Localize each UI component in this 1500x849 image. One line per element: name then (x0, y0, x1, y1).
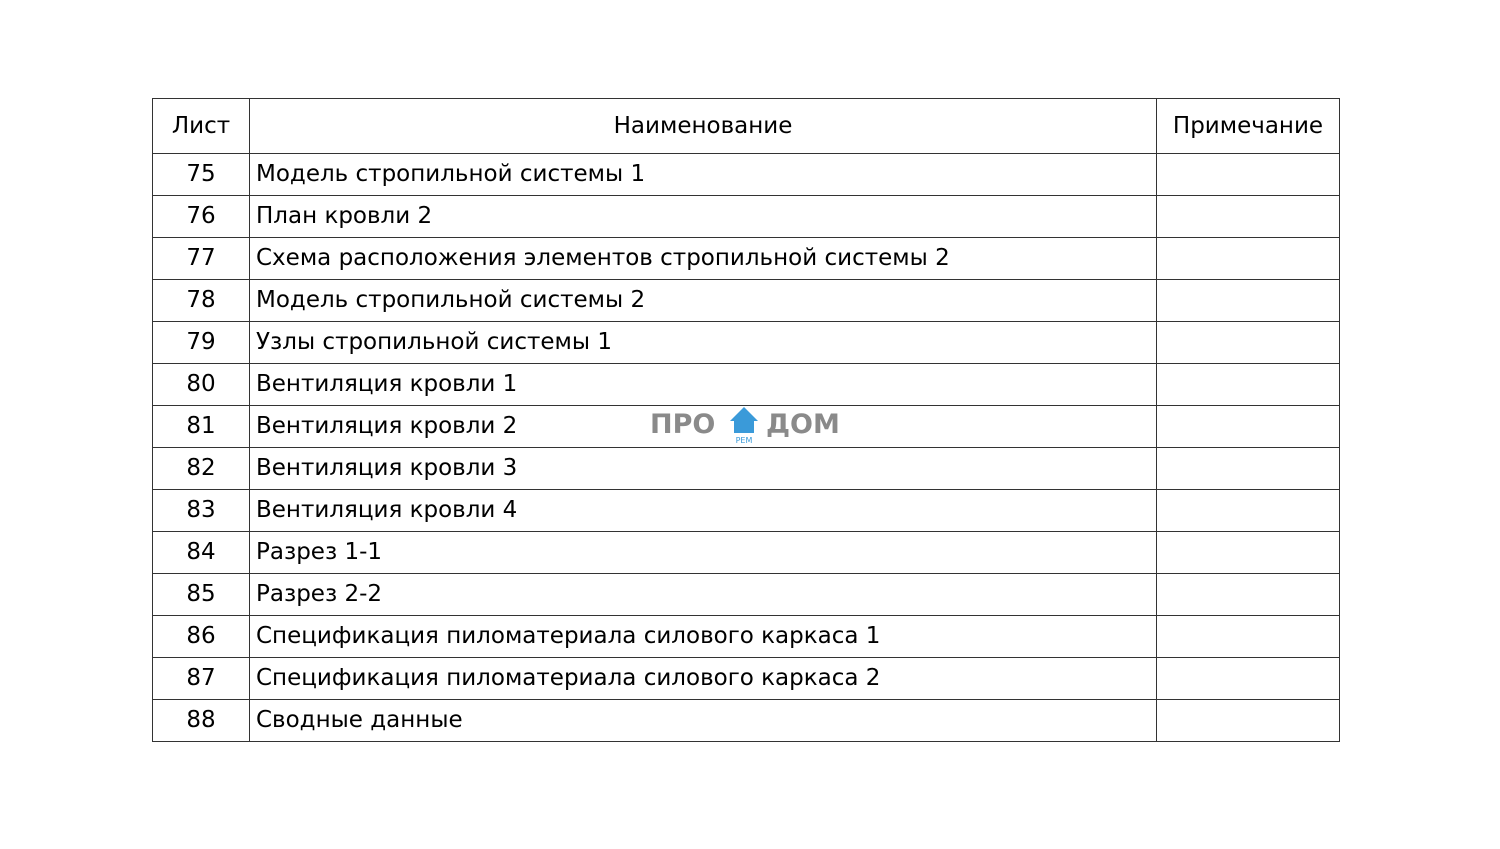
sheet-note-cell (1157, 490, 1340, 532)
sheet-note-cell (1157, 364, 1340, 406)
sheet-name-cell: Модель стропильной системы 1 (250, 154, 1157, 196)
sheet-name-cell: Схема расположения элементов стропильной системы 2 (250, 238, 1157, 280)
sheet-note-cell (1157, 700, 1340, 742)
sheet-number-cell: 76 (153, 196, 250, 238)
sheet-number-cell: 86 (153, 616, 250, 658)
sheet-name-cell: Узлы стропильной системы 1 (250, 322, 1157, 364)
sheet-number-cell: 81 (153, 406, 250, 448)
sheet-note-cell (1157, 532, 1340, 574)
sheet-name-cell: Вентиляция кровли 1 (250, 364, 1157, 406)
sheet-number-cell: 80 (153, 364, 250, 406)
sheet-note-cell (1157, 154, 1340, 196)
watermark-right-text: ДОМ (766, 409, 840, 440)
table-body (153, 154, 1340, 742)
sheet-number-cell: 79 (153, 322, 250, 364)
sheet-list-table (152, 98, 1340, 742)
sheet-name-cell: Вентиляция кровли 3 (250, 448, 1157, 490)
watermark-small-text: РЕМ (735, 436, 753, 445)
header-note: Примечание (1157, 99, 1340, 154)
table-row (153, 574, 1340, 616)
table-row (153, 280, 1340, 322)
table-row (153, 532, 1340, 574)
sheet-note-cell (1157, 616, 1340, 658)
sheet-number-cell: 88 (153, 700, 250, 742)
sheet-note-cell (1157, 406, 1340, 448)
sheet-number-cell: 87 (153, 658, 250, 700)
header-name: Наименование (250, 99, 1157, 154)
sheet-number-cell: 77 (153, 238, 250, 280)
sheet-note-cell (1157, 322, 1340, 364)
sheet-name-cell: Спецификация пиломатериала силового каркаса 2 (250, 658, 1157, 700)
table-row (153, 406, 1340, 448)
table-row (153, 322, 1340, 364)
sheet-number-cell: 75 (153, 154, 250, 196)
table-header-row (153, 99, 1340, 154)
table-row (153, 238, 1340, 280)
sheet-name-cell: Вентиляция кровли 4 (250, 490, 1157, 532)
sheet-number-cell: 85 (153, 574, 250, 616)
watermark-left-text: ПРО (650, 409, 716, 440)
table-row (153, 196, 1340, 238)
sheet-note-cell (1157, 280, 1340, 322)
sheet-name-cell: План кровли 2 (250, 196, 1157, 238)
sheet-number-cell: 78 (153, 280, 250, 322)
sheet-name-cell: Разрез 2-2 (250, 574, 1157, 616)
table-row (153, 448, 1340, 490)
sheet-note-cell (1157, 658, 1340, 700)
header-sheet-number: Лист (153, 99, 250, 154)
sheet-name-cell: Модель стропильной системы 2 (250, 280, 1157, 322)
sheet-note-cell (1157, 448, 1340, 490)
sheet-name-cell: Спецификация пиломатериала силового каркаса 1 (250, 616, 1157, 658)
table-row (153, 490, 1340, 532)
sheet-number-cell: 84 (153, 532, 250, 574)
table-row (153, 616, 1340, 658)
table-row (153, 700, 1340, 742)
sheet-number-cell: 83 (153, 490, 250, 532)
sheet-note-cell (1157, 574, 1340, 616)
table-row (153, 364, 1340, 406)
sheet-note-cell (1157, 238, 1340, 280)
sheet-note-cell (1157, 196, 1340, 238)
sheet-name-cell: Вентиляция кровли 2 (250, 406, 1157, 448)
table-row (153, 658, 1340, 700)
sheet-number-cell: 82 (153, 448, 250, 490)
sheet-name-cell: Разрез 1-1 (250, 532, 1157, 574)
sheet-name-cell: Сводные данные (250, 700, 1157, 742)
table-row (153, 154, 1340, 196)
